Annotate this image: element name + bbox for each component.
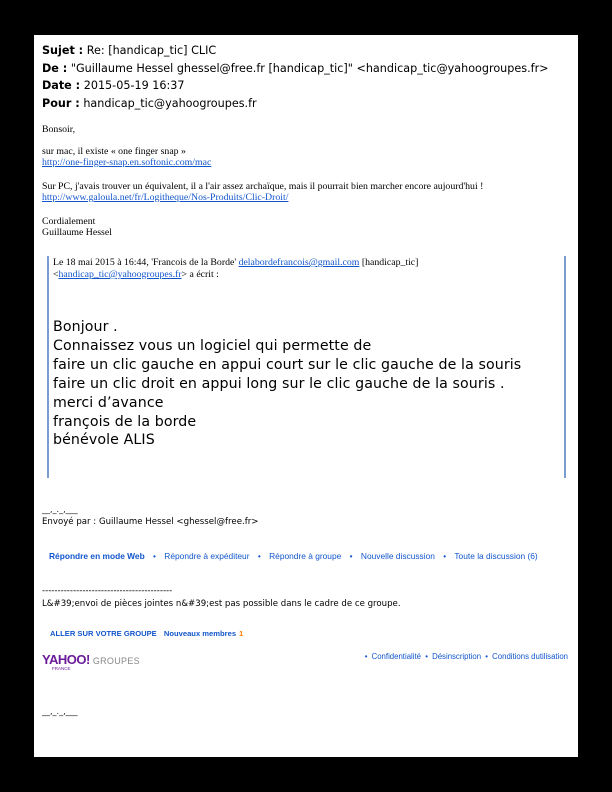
- new-discussion-link[interactable]: Nouvelle discussion: [360, 551, 435, 561]
- quote-line: faire un clic gauche en appui court sur le clic gauche de la souris: [53, 357, 522, 373]
- subject-value: Re: [handicap_tic] CLIC: [86, 44, 217, 57]
- bullet: •: [364, 652, 368, 661]
- to-line: [42, 97, 257, 110]
- pc-line: Sur PC, j'avais trouver un équivalent, il a l'air assez archaïque, mais il pourrait bien marcher encore aujourd'hui !: [42, 181, 484, 192]
- attachments-note: L&#39;envoi de pièces jointes n&#39;est pas possible dans le cadre de ce groupe.: [42, 599, 401, 609]
- quote-lt: <: [53, 269, 59, 280]
- quote-intro-line1: [53, 257, 418, 268]
- bullet: •: [425, 652, 428, 661]
- sent-by: Envoyé par : Guillaume Hessel <ghessel@free.fr>: [42, 517, 259, 527]
- go-to-group-link[interactable]: ALLER SUR VOTRE GROUPE: [50, 629, 157, 638]
- quote-intro-suffix: [handicap_tic]: [361, 257, 419, 268]
- pc-link-line: [42, 192, 288, 203]
- quote-line: bénévole ALIS: [53, 432, 155, 448]
- reply-group-link[interactable]: Répondre à groupe: [269, 551, 342, 561]
- email-page: [34, 35, 578, 757]
- closing: Cordialement: [42, 216, 96, 227]
- from-line: [42, 62, 549, 75]
- bullet: •: [257, 551, 261, 561]
- quote-intro-line2: [53, 269, 219, 280]
- quote-group-email[interactable]: handicap_tic@yahoogroupes.fr: [58, 269, 182, 280]
- from-label: De :: [42, 62, 68, 75]
- subject-label: Sujet :: [42, 44, 84, 57]
- from-value: "Guillaume Hessel ghessel@free.fr [handicap_tic]" <handicap_tic@yahoogroupes.fr>: [70, 62, 549, 75]
- quote-line: françois de la borde: [53, 414, 197, 430]
- quote-wrote: > a écrit :: [181, 269, 219, 280]
- signature-separator: __,_._,___: [42, 505, 78, 514]
- quote-author-email[interactable]: delabordefrancois@gmail.com: [238, 257, 360, 268]
- bullet: •: [153, 551, 156, 561]
- quote-bar-left: [47, 256, 49, 478]
- signature: Guillaume Hessel: [42, 227, 112, 238]
- reply-web-link[interactable]: Répondre en mode Web: [49, 551, 145, 561]
- privacy-link[interactable]: Confidentialité: [371, 652, 422, 661]
- mac-link[interactable]: http://one-finger-snap.en.softonic.com/mac: [42, 157, 212, 168]
- to-label: Pour :: [42, 97, 80, 110]
- pc-link[interactable]: http://www.galoula.net/fr/Logitheque/Nos-Produits/Clic-Droit/: [42, 192, 289, 203]
- to-value: handicap_tic@yahoogroupes.fr: [83, 97, 257, 110]
- quote-line: Bonjour .: [53, 319, 118, 335]
- bullet: •: [349, 551, 353, 561]
- bullet: •: [443, 551, 447, 561]
- yahoo-logo-france: FRANCE: [52, 666, 71, 671]
- new-members-count: 1: [239, 629, 244, 638]
- yahoo-groupes-logo[interactable]: [42, 651, 140, 669]
- date-value: 2015-05-19 16:37: [83, 79, 185, 92]
- all-discussion-link[interactable]: Toute la discussion (6): [454, 551, 538, 561]
- quote-line: Connaissez vous un logiciel qui permette de: [53, 338, 372, 354]
- mac-line: sur mac, il existe « one finger snap »: [42, 146, 186, 157]
- date-line: [42, 79, 185, 92]
- quote-line: merci d’avance: [53, 395, 164, 411]
- mac-link-line: [42, 157, 211, 168]
- quote-intro-prefix: Le 18 mai 2015 à 16:44, 'Francois de la Borde': [53, 257, 237, 268]
- greeting: Bonsoir,: [42, 124, 76, 135]
- date-label: Date :: [42, 79, 81, 92]
- terms-link[interactable]: Conditions dutilisation: [492, 652, 568, 661]
- quote-line: faire un clic droit en appui long sur le clic gauche de la souris .: [53, 376, 505, 392]
- bullet: •: [485, 652, 488, 661]
- new-members-link[interactable]: Nouveaux membres: [163, 629, 237, 638]
- yahoo-logo-word: YAHOO!: [42, 652, 90, 667]
- end-separator: __,_._,___: [42, 707, 78, 716]
- subject-line: [42, 44, 216, 57]
- footer-links: [363, 652, 568, 661]
- yahoo-logo-groupes: GROUPES: [92, 656, 140, 666]
- quote-bar-right: [564, 256, 566, 478]
- unsubscribe-link[interactable]: Désinscription: [432, 652, 482, 661]
- group-action-links: [49, 551, 542, 561]
- dash-line: ------------------------------------------: [42, 586, 173, 596]
- reply-sender-link[interactable]: Répondre à expéditeur: [164, 551, 250, 561]
- go-to-group: [50, 629, 243, 638]
